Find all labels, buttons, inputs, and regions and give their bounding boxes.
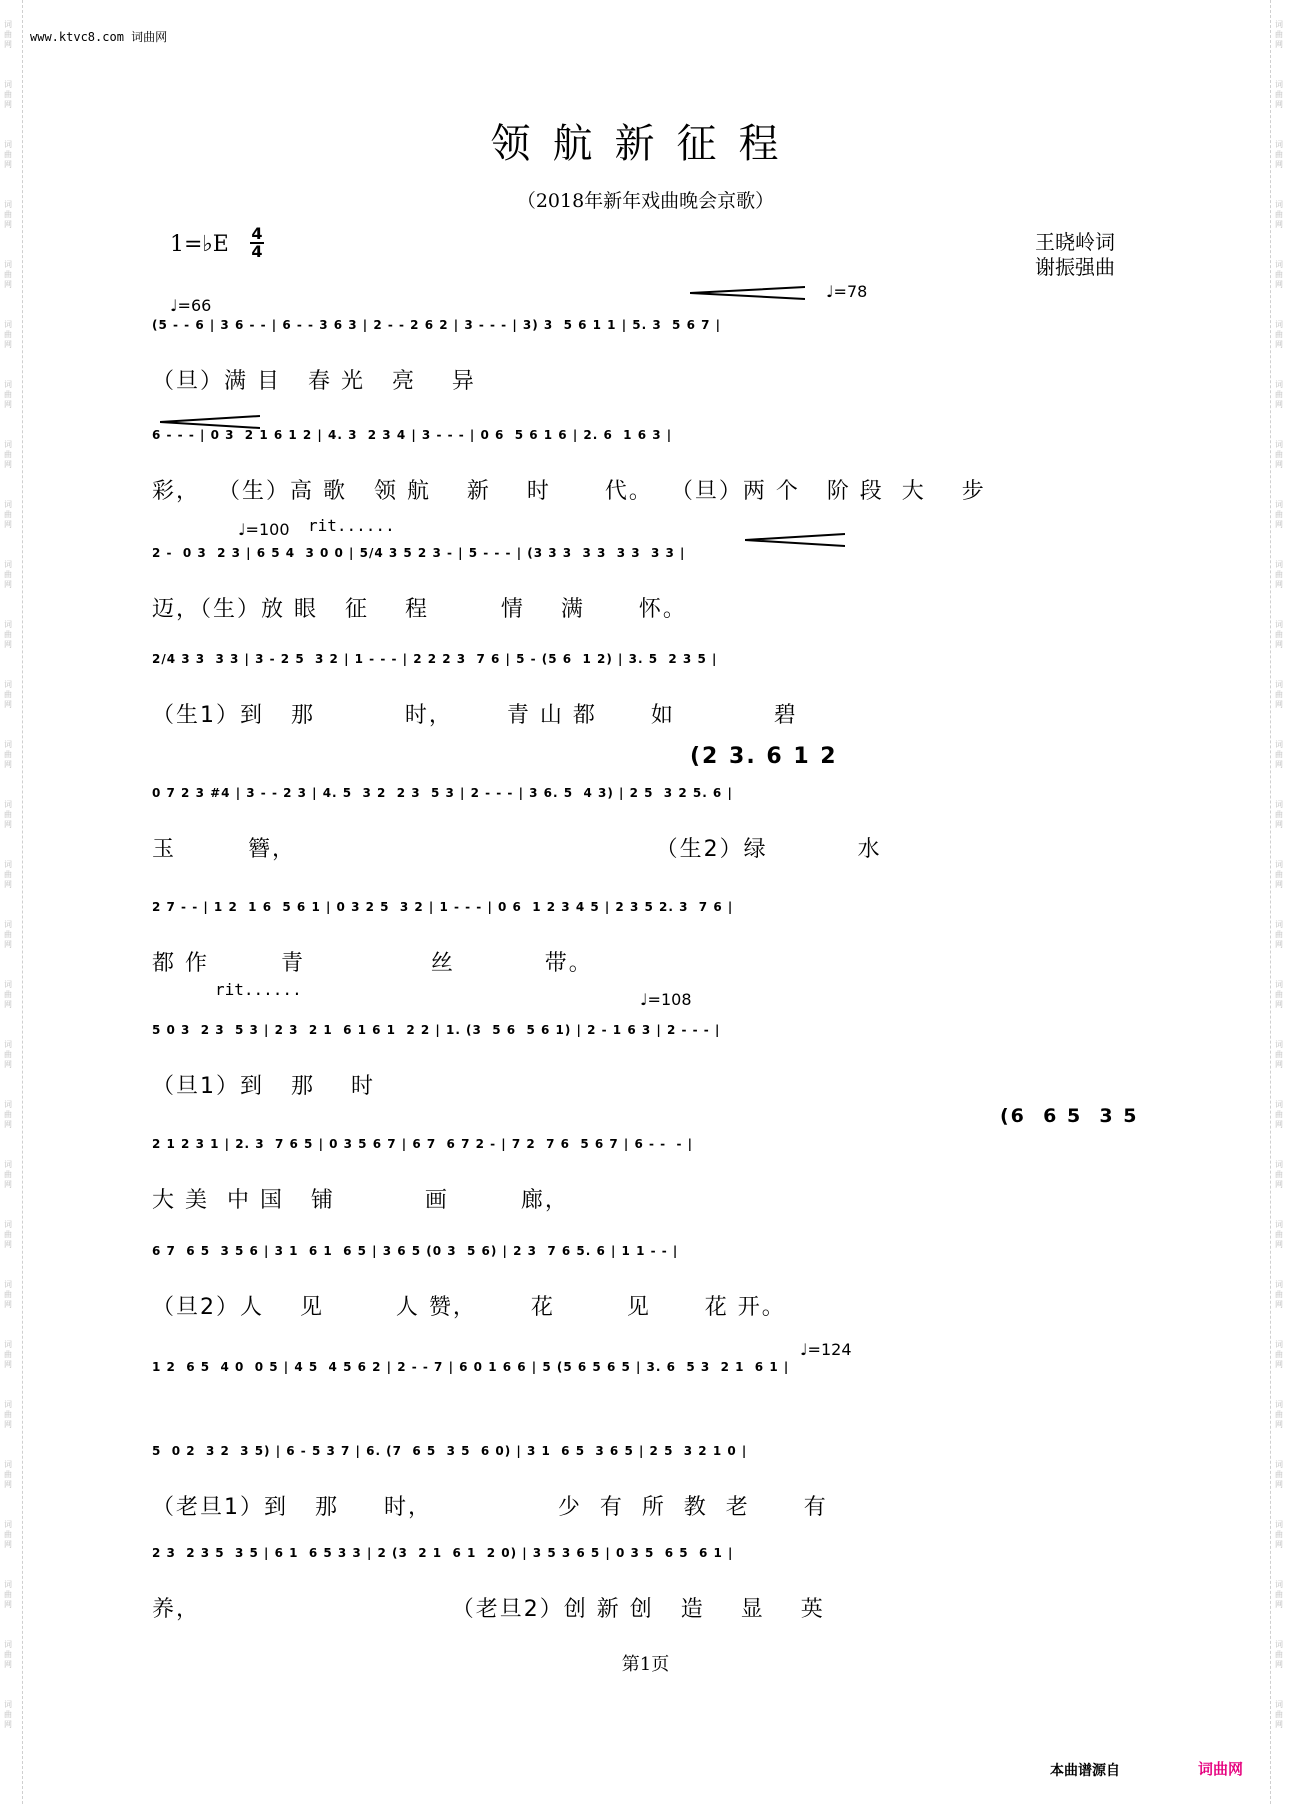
notation-line: 0 7 2 3 #4 | 3 - - 2 3 | 4. 5 3 2 2 3 5 3 | 2 - - - | 3 6. 5 4 3) | 2 5 3 2 5. 6 | <box>152 786 733 800</box>
watermark-mark: 词曲网 <box>1275 1280 1283 1309</box>
left-watermark-column <box>4 20 18 1760</box>
watermark-mark: 词曲网 <box>1275 1340 1283 1369</box>
rit-marking-1: rit...... <box>308 516 395 535</box>
lyric-line: （旦2）人 见 人 赞， 花 见 花 开。 <box>152 1295 786 1320</box>
right-margin-line <box>1270 0 1271 1804</box>
lyric-line: 养， （老旦2）创 新 创 造 显 英 <box>152 1597 825 1622</box>
credits <box>1035 230 1115 280</box>
notation-line: 2 7 - - | 1 2 1 6 5 6 1 | 0 3 2 5 3 2 | 1 - - - | 0 6 1 2 3 4 5 | 2 3 5 2. 3 7 6 | <box>152 900 734 914</box>
watermark-mark: 词曲网 <box>4 1640 12 1669</box>
watermark-mark: 词曲网 <box>1275 320 1283 349</box>
watermark-mark: 词曲网 <box>4 260 12 289</box>
watermark-mark: 词曲网 <box>1275 1520 1283 1549</box>
watermark-mark: 词曲网 <box>4 380 12 409</box>
watermark-mark: 词曲网 <box>4 860 12 889</box>
time-bottom: 4 <box>251 242 263 261</box>
watermark-mark: 词曲网 <box>4 320 12 349</box>
watermark-mark: 词曲网 <box>4 920 12 949</box>
lyric-line: 玉 簪， （生2）绿 水 <box>152 837 882 862</box>
tempo-66: ♩=66 <box>170 296 212 315</box>
watermark-mark: 词曲网 <box>4 1580 12 1609</box>
watermark-mark: 词曲网 <box>4 140 12 169</box>
lyric-line: （老旦1）到 那 时， 少 有 所 教 老 有 <box>152 1495 828 1520</box>
watermark-mark: 词曲网 <box>1275 1640 1283 1669</box>
left-margin-line <box>22 0 23 1804</box>
watermark-mark: 词曲网 <box>4 1220 12 1249</box>
ossia-line-5: (2 3. 6 1 2 <box>690 744 838 769</box>
watermark-mark: 词曲网 <box>1275 860 1283 889</box>
notation-line: 2 1 2 3 1 | 2. 3 7 6 5 | 0 3 5 6 7 | 6 7 6 7 2 - | 7 2 7 6 5 6 7 | 6 - - - | <box>152 1137 694 1151</box>
watermark-mark: 词曲网 <box>1275 500 1283 529</box>
tempo-100: ♩=100 <box>238 520 290 539</box>
notation-line: 2 3 2 3 5 3 5 | 6 1 6 5 3 3 | 2 (3 2 1 6 1 2 0) | 3 5 3 6 5 | 0 3 5 6 5 6 1 | <box>152 1546 734 1560</box>
time-top: 4 <box>251 224 263 243</box>
watermark-mark: 词曲网 <box>1275 740 1283 769</box>
watermark-mark: 词曲网 <box>4 560 12 589</box>
watermark-mark: 词曲网 <box>1275 1700 1283 1729</box>
lyric-line: （生1）到 那 时， 青 山 都 如 碧 <box>152 703 798 728</box>
source-site-link[interactable]: 词曲网 <box>1198 1760 1244 1778</box>
watermark-mark: 词曲网 <box>1275 680 1283 709</box>
watermark-mark: 词曲网 <box>1275 1400 1283 1429</box>
watermark-mark: 词曲网 <box>4 1520 12 1549</box>
watermark-mark: 词曲网 <box>4 440 12 469</box>
key-signature: 1=♭E <box>170 232 229 257</box>
notation-line: 5 0 2 3 2 3 5) | 6 - 5 3 7 | 6. (7 6 5 3 5 6 0) | 3 1 6 5 3 6 5 | 2 5 3 2 1 0 | <box>152 1444 748 1458</box>
notation-line: 1 2 6 5 4 0 0 5 | 4 5 4 5 6 2 | 2 - - 7 | 6 0 1 6 6 | 5 (5 6 5 6 5 | 3. 6 5 3 2 1 6 1 | <box>152 1360 790 1374</box>
watermark-mark: 词曲网 <box>4 620 12 649</box>
notation-line: 2 - 0 3 2 3 | 6 5 4 3 0 0 | 5/4 3 5 2 3 - | 5 - - - | (3 3 3 3 3 3 3 3 3 | <box>152 546 686 560</box>
lyric-line: 大 美 中 国 铺 画 廊， <box>152 1188 569 1213</box>
watermark-mark: 词曲网 <box>4 800 12 829</box>
watermark-mark: 词曲网 <box>1275 1460 1283 1489</box>
crescendo-wedge-1 <box>690 285 805 301</box>
tempo-124: ♩=124 <box>800 1340 852 1359</box>
lyricist: 王晓岭词 <box>1035 230 1115 254</box>
watermark-mark: 词曲网 <box>1275 620 1283 649</box>
watermark-mark: 词曲网 <box>4 740 12 769</box>
notation-line: (5 - - 6 | 3 6 - - | 6 - - 3 6 3 | 2 - - 2 6 2 | 3 - - - | 3) 3 5 6 1 1 | 5. 3 5 6 7 | <box>152 318 722 332</box>
watermark-mark: 词曲网 <box>1275 140 1283 169</box>
watermark-mark: 词曲网 <box>1275 80 1283 109</box>
lyric-line: （旦1）到 那 时 <box>152 1074 375 1099</box>
lyric-line: （旦）满 目 春 光 亮 异 <box>152 369 476 394</box>
watermark-mark: 词曲网 <box>4 200 12 229</box>
watermark-mark: 词曲网 <box>1275 1100 1283 1129</box>
watermark-mark: 词曲网 <box>1275 1040 1283 1069</box>
watermark-mark: 词曲网 <box>1275 1160 1283 1189</box>
song-title: 领航新征程 <box>490 121 801 167</box>
song-subtitle: （2018年新年戏曲晚会京歌） <box>516 190 775 212</box>
watermark-mark: 词曲网 <box>1275 800 1283 829</box>
notation-line: 5 0 3 2 3 5 3 | 2 3 2 1 6 1 6 1 2 2 | 1. (3 5 6 5 6 1) | 2 - 1 6 3 | 2 - - - | <box>152 1023 721 1037</box>
notation-line: 2/4 3 3 3 3 | 3 - 2 5 3 2 | 1 - - - | 2 2 2 3 7 6 | 5 - (5 6 1 2) | 3. 5 2 3 5 | <box>152 652 718 666</box>
watermark-mark: 词曲网 <box>4 1040 12 1069</box>
notation-line: 6 7 6 5 3 5 6 | 3 1 6 1 6 5 | 3 6 5 (0 3 5 6) | 2 3 7 6 5. 6 | 1 1 - - | <box>152 1244 679 1258</box>
watermark-mark: 词曲网 <box>1275 20 1283 49</box>
lyric-line: 彩， （生）高 歌 领 航 新 时 代。 （旦）两 个 阶 段 大 步 <box>152 479 986 504</box>
watermark-mark: 词曲网 <box>4 1340 12 1369</box>
watermark-mark: 词曲网 <box>4 1280 12 1309</box>
site-url[interactable]: www.ktvc8.com 词曲网 <box>30 30 168 44</box>
composer: 谢振强曲 <box>1035 255 1115 279</box>
source-label: 本曲谱源自 <box>1050 1763 1120 1779</box>
watermark-mark: 词曲网 <box>4 20 12 49</box>
page-number: 第1页 <box>621 1654 670 1675</box>
watermark-mark: 词曲网 <box>4 1700 12 1729</box>
watermark-mark: 词曲网 <box>4 500 12 529</box>
lyric-line: 迈，（生）放 眼 征 程 情 满 怀。 <box>152 597 687 622</box>
watermark-mark: 词曲网 <box>4 1460 12 1489</box>
watermark-mark: 词曲网 <box>1275 380 1283 409</box>
tempo-108: ♩=108 <box>640 990 692 1009</box>
lyric-line: 都 作 青 丝 带。 <box>152 951 593 976</box>
watermark-mark: 词曲网 <box>4 1160 12 1189</box>
watermark-mark: 词曲网 <box>1275 1220 1283 1249</box>
watermark-mark: 词曲网 <box>1275 1580 1283 1609</box>
watermark-mark: 词曲网 <box>1275 260 1283 289</box>
notation-line: 6 - - - | 0 3 2 1 6 1 2 | 4. 3 2 3 4 | 3 - - - | 0 6 5 6 1 6 | 2. 6 1 6 3 | <box>152 428 673 442</box>
watermark-mark: 词曲网 <box>1275 200 1283 229</box>
watermark-mark: 词曲网 <box>4 1100 12 1129</box>
watermark-mark: 词曲网 <box>1275 440 1283 469</box>
watermark-mark: 词曲网 <box>4 80 12 109</box>
rit-marking-2: rit...... <box>215 980 302 999</box>
right-watermark-column <box>1275 20 1289 1760</box>
tempo-78: ♩=78 <box>826 282 868 301</box>
watermark-mark: 词曲网 <box>4 680 12 709</box>
ossia-line-8: (6 6 5 3 5 <box>1000 1105 1139 1127</box>
watermark-mark: 词曲网 <box>1275 920 1283 949</box>
watermark-mark: 词曲网 <box>4 980 12 1009</box>
watermark-mark: 词曲网 <box>1275 560 1283 589</box>
watermark-mark: 词曲网 <box>1275 980 1283 1009</box>
watermark-mark: 词曲网 <box>4 1400 12 1429</box>
time-signature <box>250 226 264 260</box>
